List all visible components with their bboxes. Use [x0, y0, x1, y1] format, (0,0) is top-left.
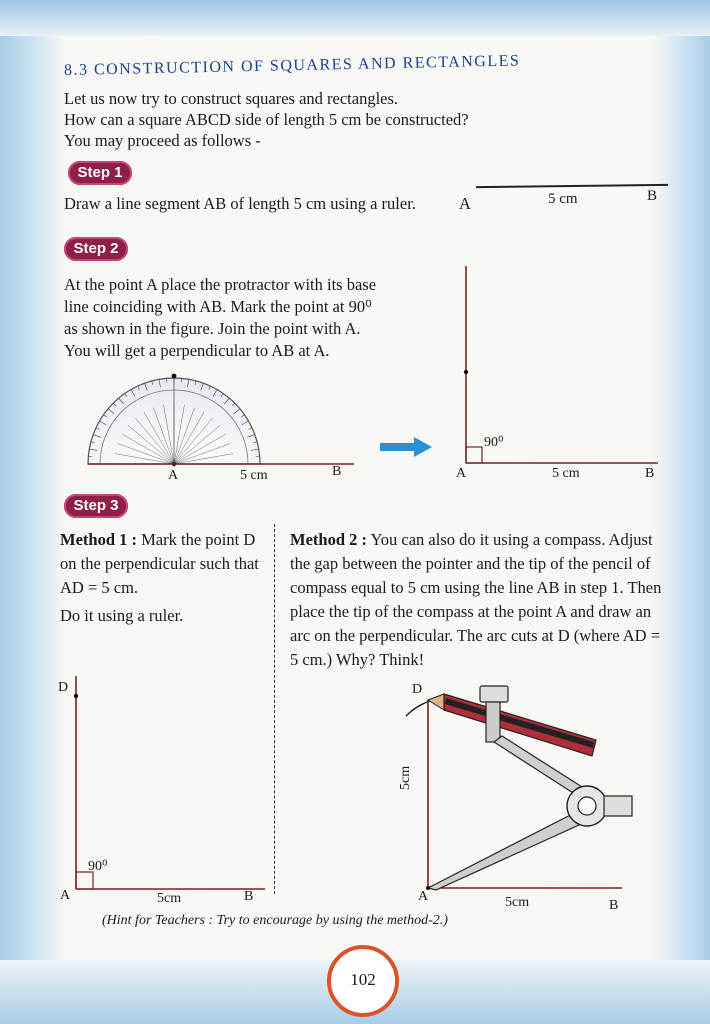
section-heading: 8.3 CONSTRUCTION OF SQUARES AND RECTANGLES [63, 52, 521, 79]
method2-label-b: B [609, 898, 619, 913]
top-page-edge [0, 0, 710, 36]
step1-label-b: B [647, 188, 658, 204]
step1-text: Draw a line segment AB of length 5 cm using a ruler. [64, 194, 416, 213]
step1-segment-ab [476, 184, 668, 188]
perpendicular-figure [450, 262, 670, 472]
protractor-label-length: 5 cm [240, 468, 268, 483]
step3-badge: Step 3 [64, 494, 128, 518]
ninety-degree-point [172, 374, 177, 379]
intro-line-1: Let us now try to construct squares and rectangles. [64, 89, 399, 108]
protractor-label-b: B [332, 464, 342, 479]
method2-paragraph [290, 528, 670, 672]
step1-badge: Step 1 [68, 161, 132, 185]
right-arrow-icon [380, 437, 432, 457]
protractor-label-a: A [168, 468, 179, 483]
method2-title: Method 2 : [290, 530, 367, 549]
method2-label-a: A [418, 889, 429, 904]
method2-compass-figure [400, 680, 640, 902]
step1-label-length: 5 cm [548, 191, 578, 207]
method2-side-label: 5cm [398, 765, 413, 790]
method1-label-d: D [58, 680, 69, 695]
step2-badge: Step 2 [64, 237, 128, 261]
method2-label-length: 5cm [505, 895, 530, 910]
method1-angle-label: 90⁰ [88, 859, 108, 874]
intro-line-3: You may proceed as follows - [64, 131, 261, 150]
step2-line-1: At the point A place the protractor with its base [64, 275, 377, 294]
method1-label-length: 5cm [157, 891, 182, 906]
method2-text: You can also do it using a compass. Adjust the gap between the pointer and the tip of the pencil of compass equal to 5 cm using the line AB in step 1. Then place the tip of the compass at the point A and draw an arc on the perpendicular. The arc cuts at D (where AD = 5 cm.) Why? Think! [290, 530, 662, 669]
step1-label-a: A [459, 194, 471, 213]
method1-title: Method 1 : [60, 530, 137, 549]
step2-line-4: You will get a perpendicular to AB at A. [64, 341, 330, 360]
method2-label-d: D [412, 682, 423, 697]
perpendicular-label-length: 5 cm [552, 466, 580, 481]
method1-label-b: B [244, 889, 254, 904]
page-number: 102 [327, 945, 399, 1017]
compass-icon [426, 686, 632, 890]
step2-line-3: as shown in the figure. Join the point with A. [64, 319, 361, 338]
column-divider [274, 524, 275, 894]
method1-label-a: A [60, 888, 71, 903]
perpendicular-label-a: A [456, 466, 467, 481]
step2-line-2: line coinciding with AB. Mark the point at 90⁰ [64, 297, 372, 316]
method1-text: Mark the point D on the perpendicular such that AD = 5 cm. [60, 530, 259, 597]
method1-paragraph [60, 528, 260, 628]
perpendicular-angle-label: 90⁰ [484, 435, 504, 450]
intro-line-2: How can a square ABCD side of length 5 cm be constructed? [64, 110, 469, 129]
method1-extra: Do it using a ruler. [60, 606, 184, 625]
perpendicular-label-b: B [645, 466, 655, 481]
teacher-hint: (Hint for Teachers : Try to encourage by using the method-2.) [102, 913, 448, 928]
